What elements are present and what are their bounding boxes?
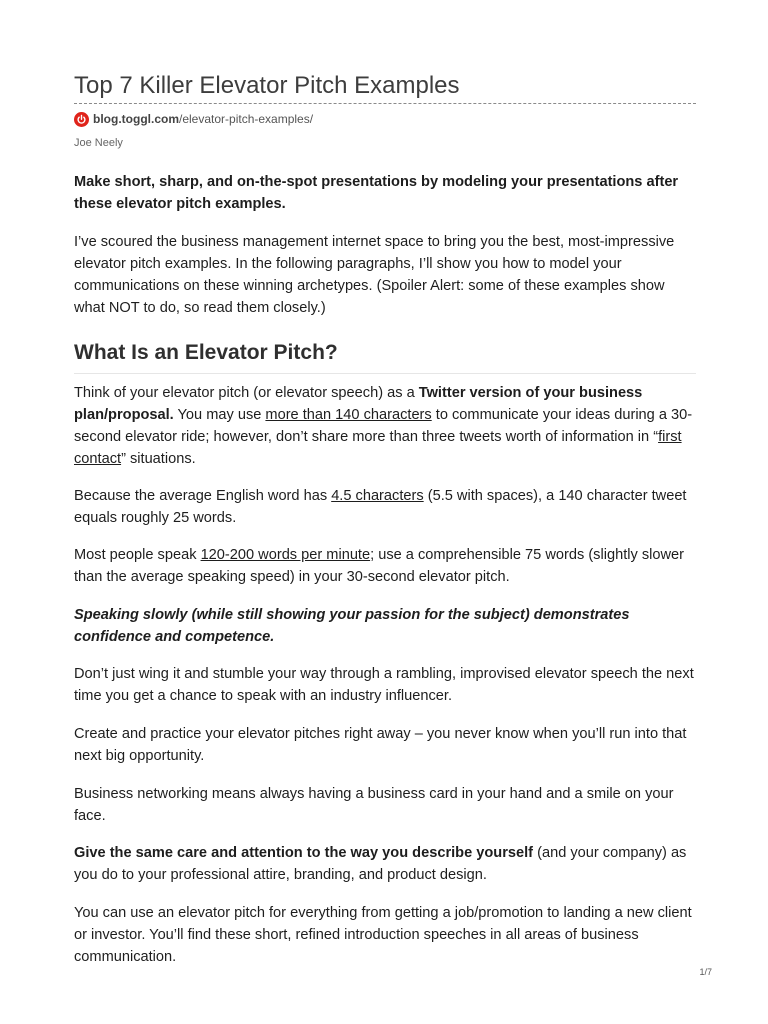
link-more-than-140-characters[interactable]: more than 140 characters xyxy=(265,407,432,423)
page-number: 1/7 xyxy=(699,967,712,977)
text-span: ; use a comprehensible 75 words (slightly slower than the average speaking speed) in your 30-second elevator pitch. xyxy=(74,547,685,585)
paragraph-wing-it: Don’t just wing it and stumble your way through a rambling, improvised elevator speech the next time you get a chance to speak with an industry influencer. xyxy=(74,666,694,704)
text-span: Because the average English word has xyxy=(74,488,332,504)
source-line xyxy=(74,110,313,128)
text-span: (and your company) as you do to your professional attire, branding, and product design. xyxy=(74,845,687,883)
source-link[interactable] xyxy=(93,112,313,126)
source-path: /elevator-pitch-examples/ xyxy=(179,112,314,126)
source-domain: blog.toggl.com xyxy=(93,112,179,126)
link-words-per-minute[interactable]: 120-200 words per minute xyxy=(200,547,371,563)
author-name: Joe Neely xyxy=(74,137,123,149)
text-span: ” situations. xyxy=(121,451,196,467)
paragraph-networking: Business networking means always having a business card in your hand and a smile on your face. xyxy=(74,786,674,824)
paragraph-speaking-speed xyxy=(74,544,696,588)
page-title: Top 7 Killer Elevator Pitch Examples xyxy=(74,72,460,99)
text-span: You may use xyxy=(173,407,266,423)
text-span: Think of your elevator pitch (or elevator speech) as a xyxy=(74,385,419,401)
title-divider xyxy=(74,103,696,104)
toggl-power-icon xyxy=(74,112,89,127)
text-span: (5.5 with spaces), a 140 character tweet equals roughly 25 words. xyxy=(74,488,687,526)
intro-paragraph: I’ve scoured the business management internet space to bring you the best, most-impressive elevator pitch examples. In the following paragraphs, I’ll show you how to model your communications on these winning archetypes. (Spoiler Alert: some of these examples show what NOT to do, so read them closely.) xyxy=(74,234,675,316)
paragraph-twitter-version xyxy=(74,382,696,470)
lead-paragraph: Make short, sharp, and on-the-spot presentations by modeling your presentations after these elevator pitch examples. xyxy=(74,174,679,212)
text-span: Most people speak xyxy=(74,547,201,563)
emphasis-paragraph: Speaking slowly (while still showing your passion for the subject) demonstrates confidence and competence. xyxy=(74,607,630,645)
text-span: to communicate your ideas during a 30-second elevator ride; however, don’t share more than three tweets worth of information in “ xyxy=(74,407,693,445)
link-4-5-characters[interactable]: 4.5 characters xyxy=(331,488,424,504)
link-first-contact[interactable]: first contact xyxy=(74,429,682,467)
bold-text: Twitter version of your business plan/proposal. xyxy=(74,385,643,423)
paragraph-uses: You can use an elevator pitch for everything from getting a job/promotion to landing a new client or investor. You’ll find these short, refined introduction speeches in all areas of business communication. xyxy=(74,905,692,965)
paragraph-practice: Create and practice your elevator pitches right away – you never know when you’ll run into that next big opportunity. xyxy=(74,726,687,764)
section-heading: What Is an Elevator Pitch? xyxy=(74,341,696,374)
paragraph-care-attention xyxy=(74,842,696,886)
bold-text: Give the same care and attention to the way you describe yourself xyxy=(74,845,534,861)
paragraph-word-length xyxy=(74,485,696,529)
